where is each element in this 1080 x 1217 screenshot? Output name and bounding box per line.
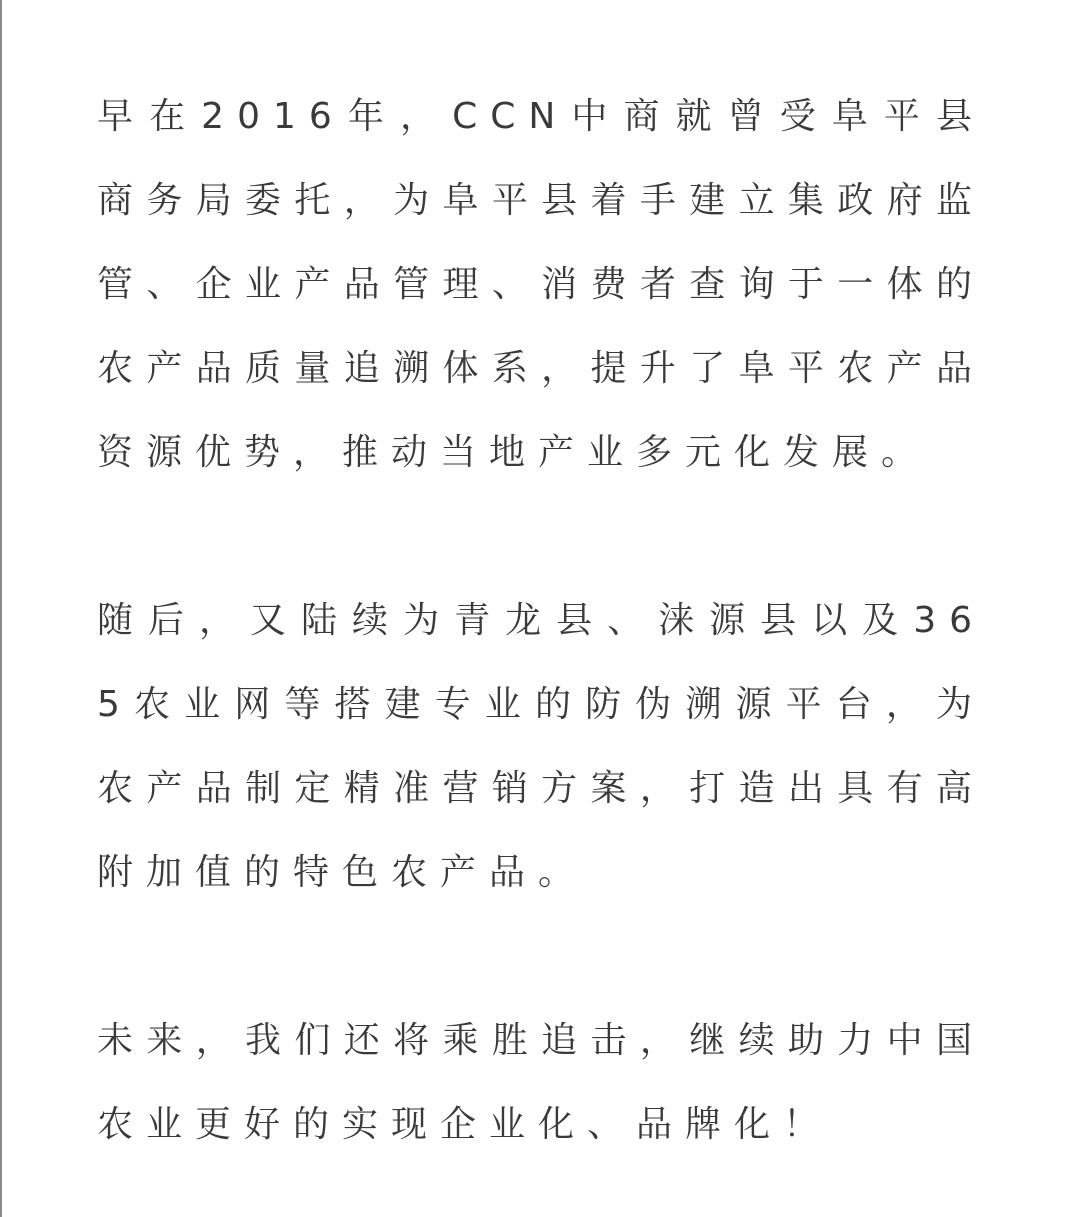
article-body <box>97 75 985 1167</box>
paragraph-fuping-traceability: 早在2016年，CCN中商就曾受阜平县商务局委托，为阜平县着手建立集政府监管、企业产品管理、消费者查询于一体的农产品质量追溯体系，提升了阜平农产品资源优势，推动当地产业多元化发展。 <box>97 96 985 473</box>
paragraph-future-outlook: 未来，我们还将乘胜追击，继续助力中国农业更好的实现企业化、品牌化！ <box>97 1020 985 1145</box>
paragraph-anti-counterfeit-platforms: 随后，又陆续为青龙县、涞源县以及365农业网等搭建专业的防伪溯源平台，为农产品制定精准营销方案，打造出具有高附加值的特色农产品。 <box>97 600 985 893</box>
